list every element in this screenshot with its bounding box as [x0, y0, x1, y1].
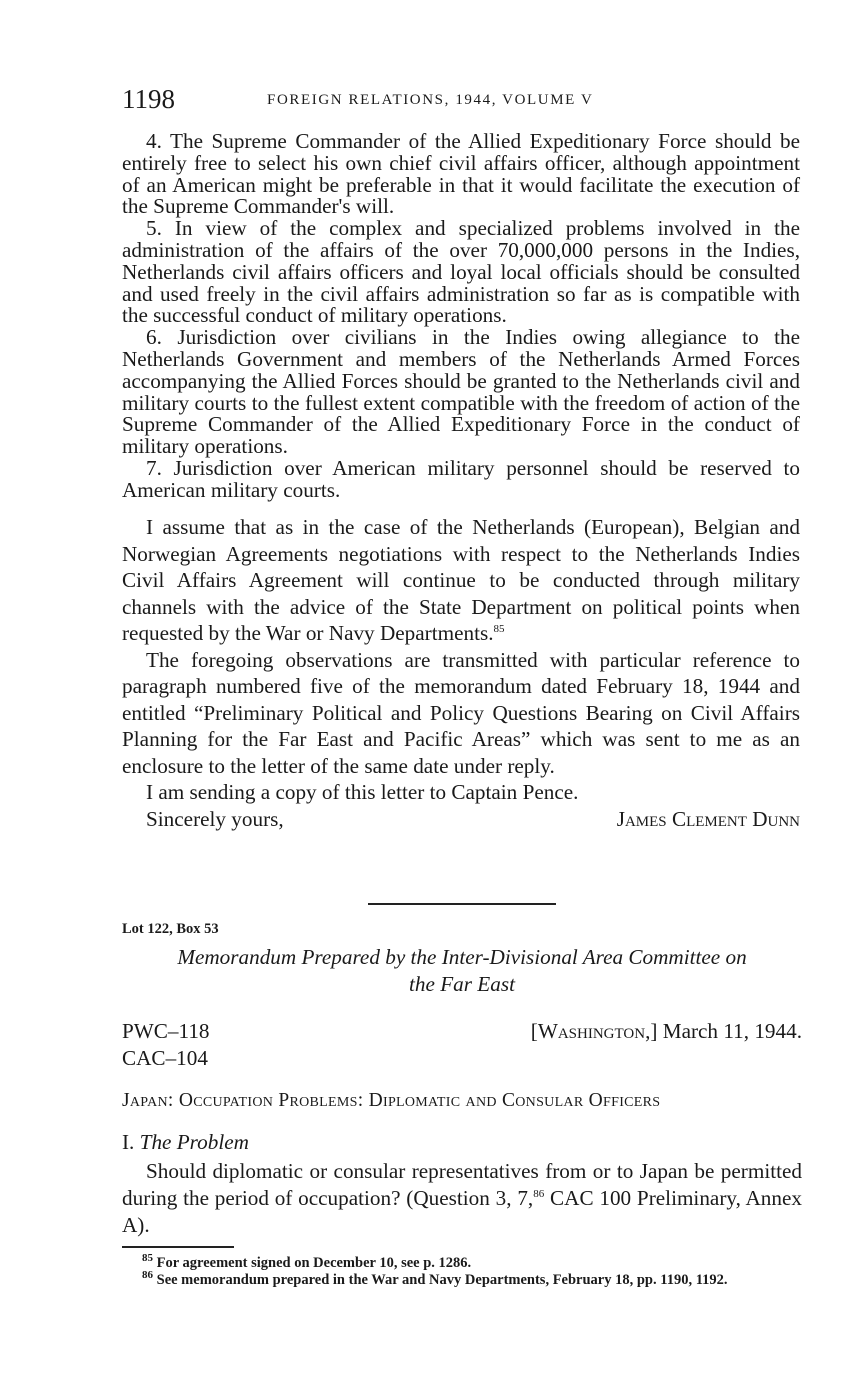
footnote: [122, 1252, 802, 1272]
subject-heading: Japan: Occupation Problems: Diplomatic and Consular Officers: [122, 1090, 661, 1111]
footnote: [122, 1269, 802, 1289]
document-code: CAC–104: [122, 1046, 208, 1070]
letter-paragraph: I am sending a copy of this letter to Captain Pence.: [146, 780, 579, 804]
section-divider: [368, 903, 556, 905]
page-header: [122, 84, 802, 118]
paragraph-4: 4. The Supreme Commander of the Allied Expeditionary Force should be entirely free to select his own chief civil affairs officer, although appointment of an American might be preferable in that it would facilitate the execution of the Supreme Commander's will.: [122, 129, 800, 219]
section-title: The Problem: [139, 1130, 249, 1154]
document-title-line: Memorandum Prepared by the Inter-Divisional Area Committee on: [177, 945, 747, 969]
letter-paragraph: The foregoing observations are transmitted with particular reference to paragraph numbered five of the memorandum dated February 18, 1944 and entitled “Preliminary Political and Policy Questions Bearing on Civil Affairs Planning for the Far East and Pacific Areas” which was sent to me as an enclosure to the letter of the same date under reply.: [122, 647, 800, 778]
footnote-ref-85: 85: [493, 622, 505, 635]
footnote-text: For agreement signed on December 10, see p. 1286.: [156, 1255, 472, 1271]
document-codes: [122, 1018, 210, 1072]
section-number: I.: [122, 1130, 135, 1154]
dateline-place: Washington,: [537, 1019, 651, 1043]
footnote-rule: [122, 1246, 234, 1248]
footnotes: [122, 1252, 802, 1289]
section-heading: [122, 1130, 249, 1155]
letter-body: [122, 514, 800, 832]
signoff: [146, 806, 800, 832]
footnote-mark: 85: [142, 1252, 153, 1265]
paragraph-6: 6. Jurisdiction over civilians in the Indies owing allegiance to the Netherlands Government and members of the Netherlands Armed Forces accompanying the Allied Forces should be granted to the Netherlands civil and military courts to the fullest extent compatible with the freedom of action of the Supreme Commander of the Allied Expeditionary Force in the conduct of military operations.: [122, 325, 800, 459]
letter-paragraph-text: I assume that as in the case of the Netherlands (European), Belgian and Norwegian Agreements negotiations with respect to the Netherlands Indies Civil Affairs Agreement will continue to be conducted through military channels with the advice of the State Department on political points when requested by the War or Navy Departments.: [122, 515, 800, 645]
numbered-paragraphs: [122, 131, 800, 502]
signature: James Clement Dunn: [616, 806, 800, 831]
problem-text-a: Should diplomatic or consular representatives from or to Japan be permitted during the period of occupation? (Question 3, 7,: [122, 1159, 802, 1210]
problem-text: [122, 1158, 802, 1239]
problem-text-b: CAC 100 Preliminary, Annex A).: [122, 1186, 802, 1237]
footnote-mark: 86: [142, 1269, 153, 1282]
footnote-ref-86: 86: [533, 1187, 545, 1200]
document-title-line: the Far East: [409, 972, 515, 996]
dateline-date: March 11, 1944.: [662, 1019, 802, 1043]
problem-paragraph: [122, 1158, 802, 1239]
page-number: 1198: [122, 84, 175, 114]
paragraph-7: 7. Jurisdiction over American military personnel should be reserved to American military courts.: [122, 455, 800, 502]
closing: Sincerely yours,: [146, 806, 284, 831]
footnote-text: See memorandum prepared in the War and Navy Departments, February 18, pp. 1190, 1192.: [156, 1272, 728, 1288]
paragraph-5: 5. In view of the complex and specialized problems involved in the administration of the affairs of the over 70,000,000 persons in the Indies, Netherlands civil affairs officers and loyal local officials should be consulted and used freely in the civil affairs administration so far as is compatible with the successful conduct of military operations.: [122, 216, 800, 328]
document-code: PWC–118: [122, 1019, 210, 1043]
document-title: [122, 944, 802, 998]
running-head: FOREIGN RELATIONS, 1944, VOLUME V: [267, 92, 594, 108]
file-reference: Lot 122, Box 53: [122, 921, 219, 937]
letter-paragraph: [122, 514, 800, 647]
dateline: [Washington,] March 11, 1944.: [530, 1019, 802, 1043]
